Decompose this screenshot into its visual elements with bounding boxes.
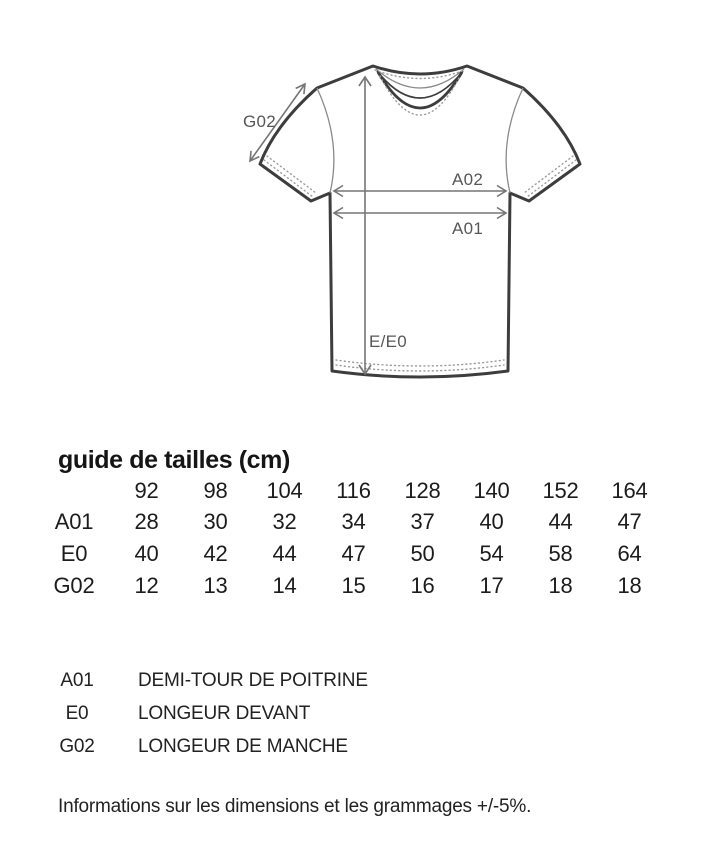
size-column-header: 98	[203, 478, 228, 503]
size-cell: 34	[341, 509, 366, 534]
row-code: G02	[53, 573, 95, 598]
legend-code: G02	[59, 735, 95, 757]
size-cell: 18	[617, 573, 642, 598]
size-cell: 42	[203, 541, 228, 566]
table-row-a01	[36, 506, 664, 538]
size-column-header: 116	[336, 478, 371, 503]
size-cell: 18	[548, 573, 573, 598]
size-cell: 47	[341, 541, 366, 566]
size-column-header: 164	[611, 478, 648, 503]
size-table	[36, 476, 664, 602]
size-column-header: 140	[473, 478, 510, 503]
legend-code: A01	[60, 669, 94, 691]
size-cell: 40	[479, 509, 504, 534]
table-row-g02	[36, 570, 664, 602]
size-cell: 30	[203, 509, 228, 534]
size-cell: 16	[410, 573, 435, 598]
legend-label: LONGEUR DEVANT	[138, 702, 311, 724]
size-cell: 12	[134, 573, 159, 598]
size-cell: 44	[272, 541, 297, 566]
size-cell: 32	[272, 509, 297, 534]
tshirt-diagram	[180, 30, 600, 410]
legend-item-g02	[40, 730, 368, 763]
row-code: E0	[60, 541, 88, 566]
legend-code: E0	[65, 702, 89, 724]
diagram-label-a02: A02	[452, 170, 484, 189]
size-cell: 54	[479, 541, 504, 566]
size-cell: 50	[410, 541, 435, 566]
size-cell: 15	[341, 573, 366, 598]
size-cell: 44	[548, 509, 573, 534]
legend-label: LONGEUR DE MANCHE	[138, 735, 348, 757]
legend-item-a01	[40, 664, 368, 697]
size-column-header: 128	[404, 478, 441, 503]
size-table-header-row	[36, 476, 664, 506]
size-column-header: 152	[542, 478, 579, 503]
measurement-legend	[40, 664, 368, 763]
size-guide-title: guide de tailles (cm)	[58, 446, 290, 474]
size-cell: 14	[272, 573, 297, 598]
row-code: A01	[54, 509, 94, 534]
size-table-corner	[36, 476, 112, 506]
size-cell: 64	[617, 541, 642, 566]
table-row-e0	[36, 538, 664, 570]
diagram-label-g02: G02	[243, 112, 277, 131]
size-cell: 47	[617, 509, 642, 534]
dimensions-note: Informations sur les dimensions et les grammages +/-5%.	[58, 796, 532, 817]
size-column-header: 92	[134, 478, 159, 503]
size-cell: 28	[134, 509, 159, 534]
size-cell: 58	[548, 541, 573, 566]
diagram-label-e-e0: E/E0	[369, 332, 408, 351]
size-column-header: 104	[266, 478, 303, 503]
legend-label: DEMI-TOUR DE POITRINE	[138, 669, 368, 691]
size-cell: 37	[410, 509, 435, 534]
size-cell: 13	[203, 573, 228, 598]
tshirt-outline	[260, 66, 580, 377]
size-cell: 17	[479, 573, 504, 598]
size-cell: 40	[134, 541, 159, 566]
legend-item-e0	[40, 697, 368, 730]
diagram-label-a01: A01	[452, 219, 484, 238]
